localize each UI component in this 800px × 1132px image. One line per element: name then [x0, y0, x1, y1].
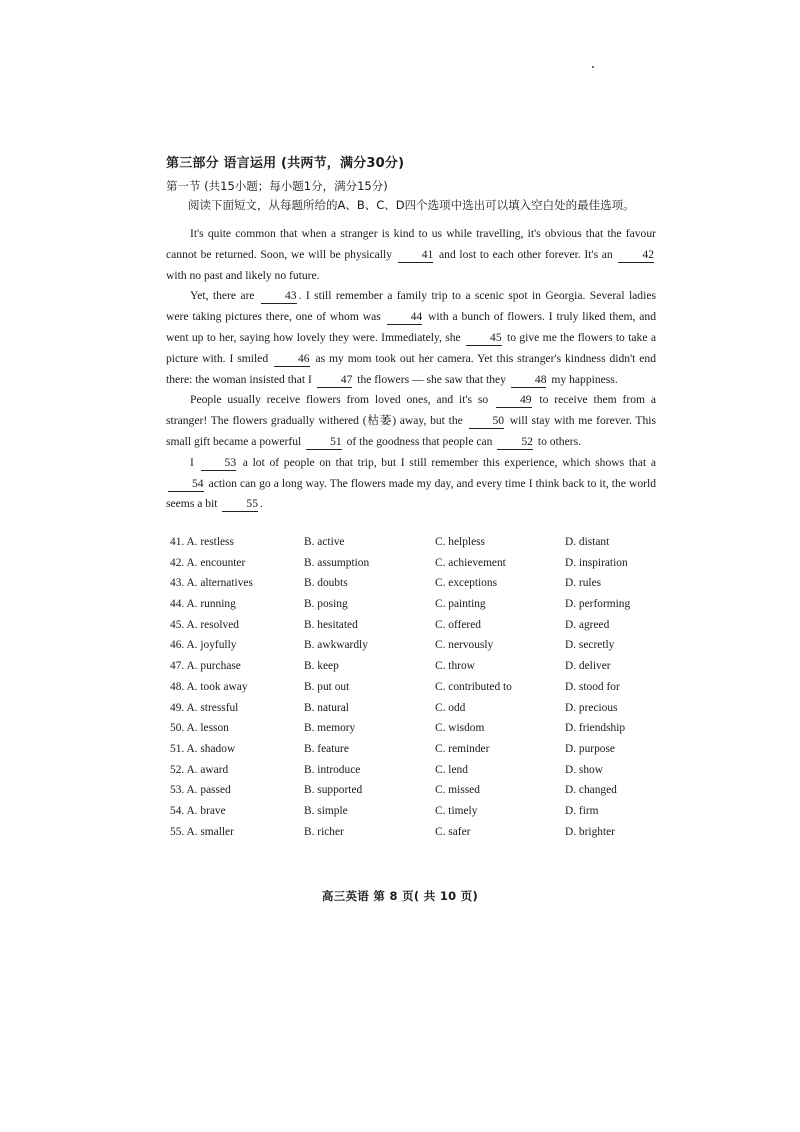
option-d: D. brighter — [565, 825, 615, 838]
option-d: D. secretly — [565, 639, 615, 652]
passage-text: will stay with me forever. This small gift became a powerful — [166, 414, 656, 448]
option-b: B. richer — [304, 825, 344, 838]
option-d: D. firm — [565, 804, 599, 817]
instruction-text: 阅读下面短文，从每题所给的A、B、C、D四个选项中选出可以填入空白处的最佳选项。 — [188, 198, 635, 212]
blank-55: 55 — [222, 497, 258, 512]
blank-50: 50 — [469, 414, 505, 429]
question-option-a: 45. A. resolved — [170, 618, 239, 631]
option-row — [170, 784, 670, 805]
page-footer: 高三英语 第 8 页( 共 10 页) — [321, 889, 479, 903]
blank-49: 49 — [496, 393, 532, 408]
blank-46: 46 — [274, 352, 310, 367]
blank-54: 54 — [168, 477, 204, 492]
cloze-passage — [166, 224, 656, 515]
option-b: B. active — [304, 536, 345, 548]
option-d: D. show — [565, 763, 603, 776]
passage-text: to give me the flowers to take a picture with. I smiled — [166, 330, 656, 365]
passage-text: a lot of people on that trip, but I still remember this experience, which shows that a — [238, 455, 657, 469]
blank-48: 48 — [511, 373, 547, 388]
option-d: D. changed — [565, 784, 617, 797]
option-row — [170, 764, 670, 785]
option-row — [170, 577, 670, 598]
passage-text: I — [190, 455, 199, 469]
passage-text: and lost to each other forever. It's an — [435, 247, 617, 261]
option-row — [170, 619, 670, 640]
part-heading: 第三部分 语言运用 (共两节，满分30分) — [166, 156, 405, 171]
option-c: C. wisdom — [435, 722, 485, 735]
option-b: B. supported — [304, 784, 363, 797]
option-c: C. safer — [435, 825, 471, 838]
option-b: B. simple — [304, 804, 348, 817]
blank-41: 41 — [398, 248, 434, 263]
question-option-a: 41. A. restless — [170, 536, 234, 548]
option-d: D. friendship — [565, 722, 626, 735]
option-c: C. exceptions — [435, 577, 498, 590]
passage-text: It's quite common that when a stranger is kind to us while travelling, it's obvious that the favour cannot be returned. Soon, we will be physically — [166, 227, 656, 261]
option-c: C. contributed to — [435, 680, 512, 693]
question-option-a: 52. A. award — [170, 763, 229, 776]
blank-45: 45 — [466, 331, 502, 346]
option-d: D. inspiration — [565, 556, 628, 569]
option-c: C. lend — [435, 763, 468, 776]
question-option-a: 44. A. running — [170, 598, 236, 611]
question-option-a: 47. A. purchase — [170, 660, 241, 673]
option-b: B. posing — [304, 598, 348, 611]
question-option-a: 46. A. joyfully — [170, 639, 237, 652]
option-c: C. odd — [435, 701, 466, 714]
option-row — [170, 805, 670, 826]
passage-text: as my mom took out her camera. Yet this stranger's kindness didn't end there: the woman insisted that I — [166, 351, 656, 386]
option-row — [170, 598, 670, 619]
section-heading: 第一节 (共15小题；每小题1分，满分15分) — [166, 179, 388, 193]
question-option-a: 53. A. passed — [170, 784, 231, 797]
passage-text: my happiness. — [548, 372, 618, 386]
question-option-a: 48. A. took away — [170, 680, 248, 693]
option-c: C. nervously — [435, 639, 494, 652]
option-c: C. throw — [435, 660, 475, 673]
option-row — [170, 536, 670, 557]
question-option-a: 42. A. encounter — [170, 556, 246, 569]
passage-paragraph — [166, 453, 656, 515]
option-row — [170, 681, 670, 702]
passage-text: . I still remember a family trip to a scenic spot in Georgia. Several ladies were taking pictures there, one of whom was — [166, 289, 656, 324]
option-b: B. hesitated — [304, 618, 358, 631]
option-d: D. performing — [565, 598, 631, 611]
blank-51: 51 — [306, 435, 342, 450]
option-c: C. timely — [435, 804, 478, 817]
option-row — [170, 660, 670, 681]
option-row — [170, 743, 670, 764]
option-b: B. introduce — [304, 763, 361, 776]
passage-paragraph — [166, 286, 656, 390]
option-d: D. purpose — [565, 742, 615, 755]
option-b: B. memory — [304, 722, 356, 735]
question-option-a: 43. A. alternatives — [170, 577, 253, 590]
passage-text: People usually receive flowers from loved ones, and it's so — [190, 393, 494, 407]
options-list — [170, 536, 670, 846]
passage-text: the flowers — she saw that they — [354, 372, 509, 386]
scan-speck — [592, 66, 594, 68]
option-b: B. awkwardly — [304, 639, 368, 652]
option-d: D. stood for — [565, 680, 620, 693]
passage-text: to receive them from a stranger! The flowers gradually withered (枯萎) away, but the — [166, 393, 657, 428]
passage-text: of the goodness that people can — [343, 434, 496, 448]
option-b: B. put out — [304, 680, 350, 693]
option-c: C. missed — [435, 784, 480, 797]
blank-42: 42 — [618, 248, 654, 263]
option-row — [170, 639, 670, 660]
question-option-a: 55. A. smaller — [170, 825, 234, 838]
passage-paragraph — [166, 224, 656, 286]
option-row — [170, 826, 670, 847]
blank-43: 43 — [261, 289, 297, 304]
option-row — [170, 722, 670, 743]
passage-text: action can go a long way. The flowers made my day, and every time I think back to it, the world seems a bit — [166, 476, 656, 511]
option-c: C. helpless — [435, 536, 485, 548]
question-option-a: 51. A. shadow — [170, 742, 236, 755]
option-row — [170, 702, 670, 723]
passage-text: to others. — [534, 434, 581, 448]
option-c: C. achievement — [435, 556, 506, 569]
option-d: D. distant — [565, 536, 610, 548]
option-b: B. keep — [304, 660, 339, 673]
passage-text: with no past and likely no future. — [166, 268, 320, 282]
blank-53: 53 — [201, 456, 237, 471]
question-option-a: 50. A. lesson — [170, 722, 229, 735]
blank-47: 47 — [317, 373, 353, 388]
option-d: D. agreed — [565, 618, 610, 631]
option-c: C. painting — [435, 598, 486, 611]
option-d: D. deliver — [565, 660, 611, 673]
passage-text: with a bunch of flowers. I truly liked them, and went up to her, saying how lovely they were. Immediately, she — [166, 310, 656, 344]
option-d: D. rules — [565, 577, 602, 590]
option-b: B. doubts — [304, 577, 348, 590]
option-b: B. natural — [304, 701, 349, 714]
option-c: C. reminder — [435, 742, 490, 755]
option-b: B. feature — [304, 742, 349, 755]
passage-text: . — [260, 497, 263, 511]
passage-text: Yet, there are — [190, 289, 259, 303]
option-d: D. precious — [565, 701, 618, 714]
option-row — [170, 557, 670, 578]
blank-52: 52 — [497, 435, 533, 450]
option-c: C. offered — [435, 618, 481, 631]
question-option-a: 54. A. brave — [170, 804, 226, 817]
blank-44: 44 — [387, 310, 423, 325]
option-b: B. assumption — [304, 556, 370, 569]
passage-paragraph — [166, 390, 656, 452]
question-option-a: 49. A. stressful — [170, 701, 239, 714]
